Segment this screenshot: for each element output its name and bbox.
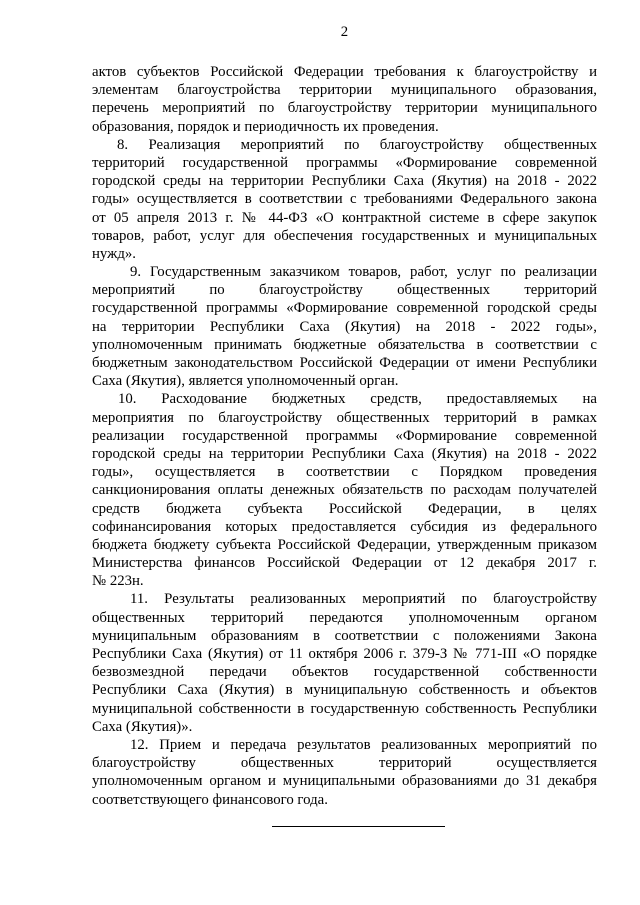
text-line: 11. Результаты реализованных мероприятий по благоустройству: [130, 591, 597, 608]
text-line: Саха (Якутия)».: [92, 718, 193, 735]
text-line: городской среды на территории Республики Саха (Якутия) на 2018 - 2022: [92, 445, 597, 462]
text-line: общественных территорий передаются уполномоченным органом: [92, 609, 597, 626]
text-line: безвозмездной передачи объектов государственной собственности: [92, 664, 597, 681]
text-line: благоустройству общественных территорий осуществляется: [92, 755, 597, 772]
text-line: территорий государственной программы «Формирование современной: [92, 154, 597, 171]
text-line: товаров, работ, услуг для обеспечения государственных и муниципальных: [92, 227, 597, 244]
document-body: [92, 63, 597, 809]
paragraph-continuation: [92, 63, 597, 136]
text-line: № 223н.: [92, 573, 144, 590]
text-line: уполномоченным принимать бюджетные обязательства в соответствии с: [92, 336, 597, 353]
text-line: государственной программы «Формирование современной городской среды: [92, 300, 597, 317]
text-line: уполномоченным органом и муниципальными образованиями до 31 декабря: [92, 773, 597, 790]
text-line: санкционирования оплаты денежных обязательств по расходам получателей: [92, 482, 597, 499]
text-line: Республики Саха (Якутия) от 11 октября 2006 г. 379-З № 771-III «О порядке: [92, 646, 597, 662]
text-line: бюджета бюджету субъекта Российской Федерации, утвержденным приказом: [92, 536, 597, 553]
text-line: муниципальным образованиям в соответствии с положениями Закона: [92, 627, 597, 644]
text-line: соответствующего финансового года.: [92, 791, 328, 808]
text-line: перечень мероприятий по благоустройству территории муниципального: [92, 100, 597, 117]
text-line: 10. Расходование бюджетных средств, предоставляемых на: [118, 391, 597, 408]
text-line: муниципальной собственности в государственную собственность Республики: [92, 700, 597, 717]
text-line: мероприятий по благоустройству общественных территорий: [92, 282, 597, 299]
paragraph-9: [92, 263, 597, 390]
text-line: софинансирования которых предоставляется субсидия из федерального: [92, 518, 597, 535]
paragraph-11: [92, 590, 597, 736]
text-line: 9. Государственным заказчиком товаров, работ, услуг по реализации: [130, 264, 597, 281]
text-line: годы», осуществляется в соответствии с Порядком проведения: [92, 464, 597, 481]
text-line: годы» осуществляется в соответствии с требованиями Федерального закона: [92, 191, 597, 208]
paragraph-10: [92, 390, 597, 590]
text-line: нужд».: [92, 245, 136, 262]
text-line: образования, порядок и периодичность их проведения.: [92, 118, 439, 135]
text-line: на территории Республики Саха (Якутия) на 2018 - 2022 годы»,: [92, 318, 597, 335]
paragraph-8: [92, 136, 597, 263]
text-line: реализации государственной программы «Формирование современной: [92, 427, 597, 444]
text-line: 8. Реализация мероприятий по благоустройству общественных: [117, 136, 597, 153]
text-line: Республики Саха (Якутия) в муниципальную собственность и объектов: [92, 682, 597, 699]
text-line: Саха (Якутия), является уполномоченный орган.: [92, 373, 399, 390]
text-line: Министерства финансов Российской Федерации от 12 декабря 2017 г.: [92, 555, 597, 572]
paragraph-12: [92, 736, 597, 809]
text-line: средств бюджета субъекта Российской Федерации, в целях: [92, 500, 597, 517]
text-line: элементам благоустройства территории муниципального образования,: [92, 82, 597, 99]
text-line: 12. Прием и передача результатов реализованных мероприятий по: [130, 736, 597, 753]
page-number: 2: [340, 24, 349, 40]
text-line: бюджетным законодательством Российской Федерации от имени Республики: [92, 355, 597, 371]
end-separator-line: [272, 826, 445, 827]
text-line: городской среды на территории Республики Саха (Якутия) на 2018 - 2022: [92, 173, 597, 190]
text-line: мероприятия по благоустройству общественных территорий в рамках: [92, 409, 597, 426]
text-line: от 05 апреля 2013 г. № 44-ФЗ «О контрактной системе в сфере закупок: [92, 209, 597, 226]
text-line: актов субъектов Российской Федерации требования к благоустройству и: [92, 64, 597, 80]
